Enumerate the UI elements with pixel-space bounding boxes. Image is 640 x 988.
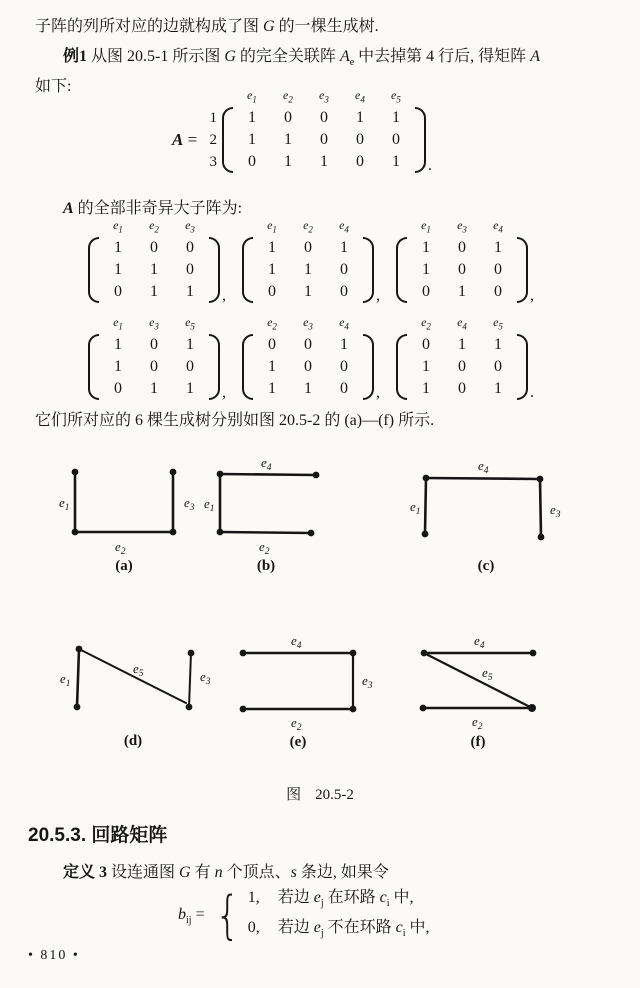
matrix-col-header: $e_1$	[113, 218, 123, 235]
matrix-col-header: $e_2$	[149, 218, 159, 235]
matrix-cell: 1	[186, 336, 194, 353]
figure-label-b: (b)	[256, 558, 276, 574]
example-paragraph	[35, 42, 620, 78]
matrix-cell: 1	[247, 131, 256, 148]
matrix-col-header: $e_2$	[421, 315, 431, 332]
vertex	[76, 646, 83, 653]
spanning-tree-figure-e	[223, 633, 388, 753]
matrix-cell: 1	[391, 109, 400, 126]
matrix-cell: 1	[319, 153, 328, 170]
edge-label: $e_2$	[291, 715, 302, 733]
matrix-col-header: $e_4$	[457, 315, 467, 332]
matrix-cell: 0	[458, 358, 466, 375]
submatrix-2	[242, 218, 380, 303]
vertex	[350, 706, 357, 713]
matrix-cell: 0	[114, 380, 122, 397]
matrix-col-header: $e_2$	[267, 315, 277, 332]
matrix-col-headers	[396, 315, 534, 331]
matrix-cells	[408, 237, 516, 303]
definition-text-1: 设连通图	[107, 864, 180, 881]
matrix-cell: 0	[283, 109, 292, 126]
matrix-cell: 1	[114, 261, 122, 278]
matrix-cell: 1	[268, 380, 276, 397]
matrix-cell: 1	[494, 380, 502, 397]
definition-text-2: 有	[190, 864, 215, 881]
right-paren	[363, 237, 374, 303]
edge-label: $e_1$	[59, 495, 70, 513]
vertex	[422, 531, 429, 538]
vertex	[240, 706, 247, 713]
right-paren	[517, 237, 528, 303]
matrix-cell: 1	[268, 239, 276, 256]
matrix-col-header: $e_3$	[319, 88, 329, 105]
vertex	[72, 529, 79, 536]
figure-label-d: (d)	[123, 733, 143, 749]
example-line2-text: 如下:	[35, 78, 72, 95]
matrix-row-label: 1	[209, 109, 217, 126]
matrix-cell: 0	[186, 261, 194, 278]
spanning-tree-figure-d	[53, 633, 228, 753]
matrix-col-header: $e_3$	[303, 315, 313, 332]
matrix-row-labels	[209, 107, 217, 173]
matrix-col-header: $e_3$	[457, 218, 467, 235]
matrix-col-header: $e_2$	[283, 88, 293, 105]
vertex	[186, 704, 193, 711]
matrix-cell: 0	[340, 380, 348, 397]
edge-label: $e_3$	[550, 502, 561, 520]
matrix-col-header: $e_5$	[493, 315, 503, 332]
matrix-body	[172, 107, 432, 173]
right-paren	[209, 237, 220, 303]
matrix-cell: 1	[114, 336, 122, 353]
matrix-cells	[100, 237, 208, 303]
edge-label: $e_4$	[474, 633, 485, 651]
matrix-cell: 0	[304, 358, 312, 375]
matrix-cell: 0	[422, 283, 430, 300]
matrix-cell: 0	[150, 336, 158, 353]
matrix-cells	[100, 334, 208, 400]
figure-label-f: (f)	[470, 734, 486, 750]
matrix-cells	[254, 334, 362, 400]
edge-label: $e_5$	[482, 665, 493, 683]
vertex-count-symbol: n	[214, 864, 223, 881]
matrix-a-symbol: A	[530, 48, 540, 65]
edge-label: $e_4$	[261, 455, 272, 473]
spanning-tree-figure-f	[398, 633, 568, 753]
matrix-col-header: $e_3$	[185, 218, 195, 235]
matrix-cell: 0	[355, 153, 364, 170]
matrix-body	[242, 334, 380, 400]
right-paren	[517, 334, 528, 400]
incidence-matrix-symbol: A	[339, 48, 350, 65]
matrix-cell: 0	[114, 283, 122, 300]
vertex	[240, 650, 247, 657]
figure-caption-prefix: 图	[286, 787, 302, 803]
matrix-cell: 1	[268, 358, 276, 375]
section-number: 20.5.3.	[28, 825, 87, 846]
matrix-cell: 1	[247, 109, 256, 126]
matrix-cell: 0	[150, 358, 158, 375]
matrix-cell: 1	[186, 380, 194, 397]
example-text-1: 从图 20.5-1 所示图	[87, 48, 225, 65]
matrix-col-header: $e_1$	[247, 88, 257, 105]
matrix-col-headers	[88, 218, 226, 234]
case-line-2: 0, 若边 $e_j$ 不在环路 $c_i$ 中,	[247, 919, 430, 940]
submatrix-3	[396, 218, 534, 303]
submatrix-row-1	[88, 218, 534, 303]
definition-paragraph	[63, 858, 603, 888]
matrix-cell: 1	[304, 380, 312, 397]
left-brace: {	[214, 886, 240, 947]
left-paren	[242, 237, 253, 303]
matrix-cells	[234, 107, 414, 173]
matrix-cell: 0	[391, 131, 400, 148]
matrix-col-header: $e_4$	[339, 315, 349, 332]
matrix-cell: 1	[494, 336, 502, 353]
matrix-cell: 1	[422, 380, 430, 397]
matrix-cell: 0	[458, 261, 466, 278]
figure-caption-number: 20.5-2	[315, 787, 354, 803]
submatrix-4	[88, 315, 226, 400]
matrix-cell: 1	[494, 239, 502, 256]
vertex	[423, 475, 430, 482]
edge-label: $e_2$	[115, 539, 126, 557]
matrix-trailing-punct: ,	[222, 384, 226, 401]
matrix-cell: 0	[304, 239, 312, 256]
matrix-col-headers	[396, 218, 534, 234]
matrix-col-header: $e_1$	[267, 218, 277, 235]
matrix-row-label: 3	[209, 153, 217, 170]
vertex	[420, 705, 427, 712]
left-paren	[242, 334, 253, 400]
matrix-col-header: $e_3$	[149, 315, 159, 332]
edge-label: $e_3$	[184, 495, 195, 513]
matrix-body	[396, 334, 534, 400]
trees-sentence-text: 它们所对应的 6 棵生成树分别如图 20.5-2 的 (a)—(f) 所示.	[35, 412, 435, 429]
submatrix-6	[396, 315, 534, 400]
graph-symbol: G	[224, 48, 236, 65]
matrix-col-headers	[172, 88, 432, 104]
matrix-cell: 1	[114, 239, 122, 256]
spanning-tree-figure-b	[195, 456, 345, 576]
matrix-body	[242, 237, 380, 303]
matrix-cell: 1	[355, 109, 364, 126]
figure-label-e: (e)	[289, 734, 307, 750]
edge-label: $e_3$	[362, 673, 373, 691]
matrix-cell: 0	[340, 358, 348, 375]
section-heading	[28, 820, 167, 847]
vertex	[74, 704, 81, 711]
edge-label: $e_4$	[478, 458, 489, 476]
matrix-col-header: $e_4$	[355, 88, 365, 105]
matrix-cell: 0	[268, 336, 276, 353]
vertex	[217, 471, 224, 478]
nonsingular-text: 的全部非奇异大子阵为:	[73, 200, 243, 217]
matrix-a	[172, 88, 432, 173]
vertex	[308, 530, 315, 537]
matrix-cell: 1	[422, 358, 430, 375]
matrix-col-headers	[88, 315, 226, 331]
matrix-cell: 0	[247, 153, 256, 170]
matrix-trailing-punct: ,	[530, 287, 534, 304]
matrix-cell: 1	[458, 336, 466, 353]
matrix-col-header: $e_1$	[113, 315, 123, 332]
matrix-cell: 0	[458, 239, 466, 256]
matrix-cell: 0	[340, 283, 348, 300]
matrix-cell: 0	[150, 239, 158, 256]
vertex	[170, 529, 177, 536]
vertex	[313, 472, 320, 479]
matrix-cell: 0	[340, 261, 348, 278]
edge-label: $e_1$	[410, 499, 421, 517]
matrix-cells	[408, 334, 516, 400]
figure-caption	[0, 783, 640, 804]
matrix-cell: 1	[422, 239, 430, 256]
matrix-col-header: $e_5$	[185, 315, 195, 332]
matrix-cell: 1	[458, 283, 466, 300]
case-line-1: 1, 若边 $e_j$ 在环路 $c_i$ 中,	[247, 889, 414, 910]
intro-paragraph	[35, 12, 615, 42]
matrix-cell: 1	[304, 283, 312, 300]
matrix-cell: 1	[114, 358, 122, 375]
matrix-body	[396, 237, 534, 303]
edge-label: $e_1$	[204, 496, 215, 514]
matrix-cell: 0	[319, 109, 328, 126]
edge-label: $e_2$	[259, 539, 270, 557]
intro-text-post: 的一棵生成树.	[274, 18, 379, 35]
edge-label: $e_1$	[60, 671, 71, 689]
matrix-cell: 1	[268, 261, 276, 278]
matrix-cell: 1	[340, 239, 348, 256]
matrix-body	[88, 237, 226, 303]
edge-label: $e_3$	[200, 669, 211, 687]
edge-count-symbol: s	[290, 864, 297, 881]
left-paren	[396, 237, 407, 303]
vertex	[538, 534, 545, 541]
matrix-trailing-punct: .	[427, 157, 432, 174]
example-label: 例1	[63, 48, 88, 65]
intro-text-pre: 子阵的列所对应的边就构成了图	[35, 18, 264, 35]
bij-case-formula	[178, 886, 430, 946]
matrix-a-symbol: A	[63, 200, 74, 217]
section-title: 回路矩阵	[91, 825, 168, 846]
matrix-cells	[254, 237, 362, 303]
matrix-col-headers	[242, 218, 380, 234]
matrix-cell: 0	[422, 336, 430, 353]
figure-label-c: (c)	[477, 558, 495, 574]
matrix-cell: 0	[458, 380, 466, 397]
matrix-cell: 1	[150, 380, 158, 397]
vertex	[217, 529, 224, 536]
graph-symbol: G	[263, 18, 275, 35]
matrix-cell: 0	[186, 239, 194, 256]
example-line2	[35, 72, 71, 102]
edge-label: $e_2$	[472, 714, 483, 732]
right-paren	[209, 334, 220, 400]
matrix-trailing-punct: ,	[222, 287, 226, 304]
matrix-cell: 0	[304, 336, 312, 353]
matrix-cell: 0	[319, 131, 328, 148]
matrix-cell: 1	[422, 261, 430, 278]
matrix-cell: 1	[186, 283, 194, 300]
spanning-tree-figure-c	[398, 456, 573, 576]
matrix-cell: 1	[150, 261, 158, 278]
spanning-tree-figure-a	[55, 456, 205, 576]
vertex	[537, 476, 544, 483]
matrix-cell: 0	[494, 283, 502, 300]
vertex	[530, 650, 537, 657]
matrix-cell: 0	[494, 358, 502, 375]
graph-symbol: G	[179, 864, 191, 881]
right-paren	[415, 107, 426, 173]
definition-label: 定义 3	[63, 864, 108, 881]
page-number: • 810 •	[28, 948, 80, 963]
matrix-cell: 1	[340, 336, 348, 353]
matrix-col-headers	[242, 315, 380, 331]
formula-lhs: $b_{ij}$ =	[178, 906, 205, 927]
matrix-cell: 0	[268, 283, 276, 300]
left-paren	[222, 107, 233, 173]
left-paren	[88, 334, 99, 400]
matrix-cell: 0	[355, 131, 364, 148]
edge-label: $e_4$	[291, 633, 302, 651]
left-paren	[396, 334, 407, 400]
vertex	[528, 704, 536, 712]
matrix-cell: 1	[150, 283, 158, 300]
matrix-row-label: 2	[209, 131, 217, 148]
definition-text-3: 个顶点、	[222, 864, 291, 881]
definition-text-4: 条边, 如果令	[296, 864, 389, 881]
matrix-cell: 1	[391, 153, 400, 170]
matrix-trailing-punct: ,	[376, 384, 380, 401]
vertex	[72, 469, 79, 476]
matrix-trailing-punct: ,	[376, 287, 380, 304]
matrix-cell: 1	[283, 153, 292, 170]
matrix-col-header: $e_4$	[339, 218, 349, 235]
submatrix-row-2	[88, 315, 534, 400]
figure-label-a: (a)	[115, 558, 133, 574]
incidence-matrix-subscript: e	[349, 57, 355, 69]
vertex	[421, 650, 428, 657]
vertex	[170, 469, 177, 476]
matrix-lhs: A =	[172, 130, 202, 149]
example-text-3: 中去掉第 4 行后, 得矩阵	[354, 48, 531, 65]
vertex	[350, 650, 357, 657]
example-text-2: 的完全关联阵	[235, 48, 340, 65]
matrix-col-header: $e_2$	[303, 218, 313, 235]
vertex	[188, 650, 195, 657]
matrix-cell: 0	[186, 358, 194, 375]
formula-cases	[248, 886, 430, 946]
matrix-trailing-punct: .	[530, 384, 534, 401]
matrix-col-header: $e_1$	[421, 218, 431, 235]
matrix-cell: 0	[494, 261, 502, 278]
edge-label: $e_5$	[133, 661, 144, 679]
matrix-col-header: $e_4$	[493, 218, 503, 235]
trees-sentence	[35, 406, 615, 436]
matrix-cell: 1	[283, 131, 292, 148]
submatrix-1	[88, 218, 226, 303]
matrix-cell: 1	[304, 261, 312, 278]
right-paren	[363, 334, 374, 400]
matrix-col-header: $e_5$	[391, 88, 401, 105]
left-paren	[88, 237, 99, 303]
submatrix-5	[242, 315, 380, 400]
matrix-body	[88, 334, 226, 400]
